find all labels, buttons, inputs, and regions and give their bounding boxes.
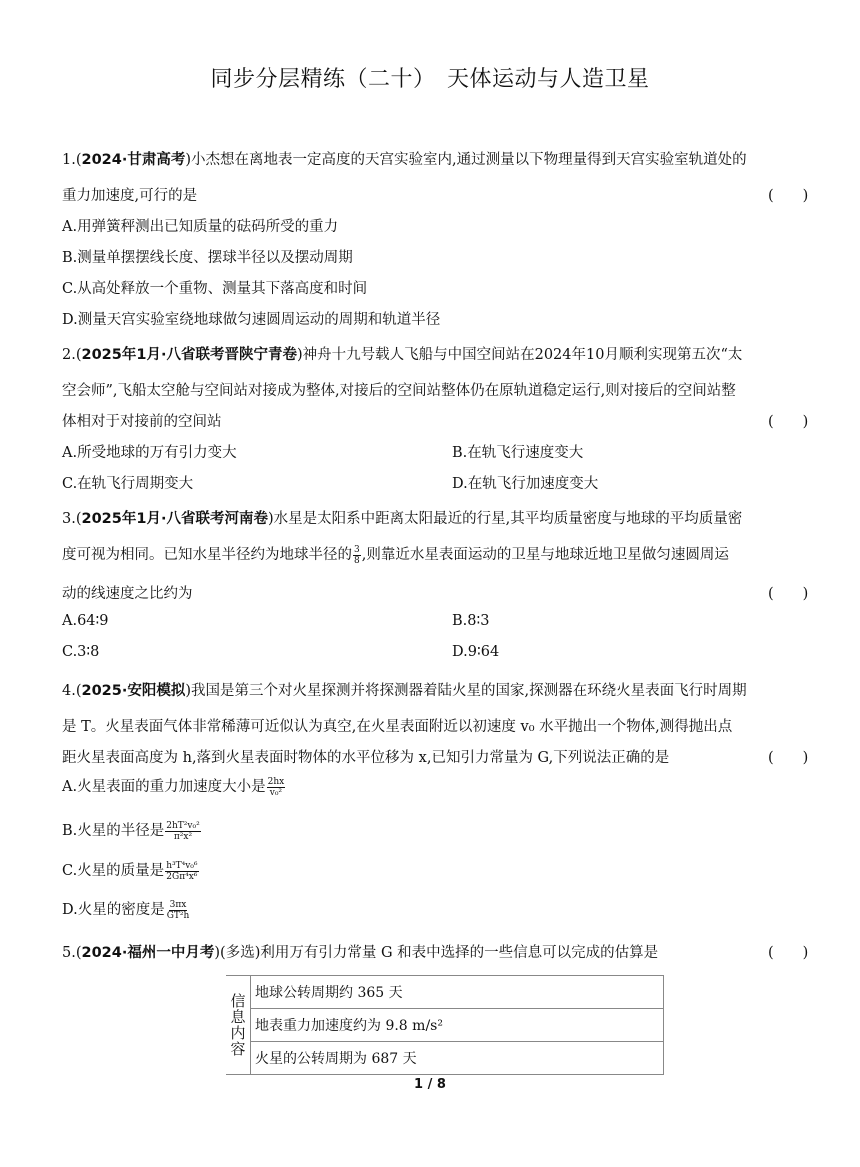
- q2-stem-line1: 2.(2025年1月·八省联考晋陕宁青卷)神舟十九号载人飞船与中国空间站在2024年10月顺利实现第五次“太: [62, 347, 743, 363]
- table-row: [226, 976, 664, 1009]
- q3-option-d: D.9∶64: [452, 644, 500, 660]
- q1-answer-blank: ( ): [768, 188, 809, 204]
- q5-stem-line1: 5.(2024·福州一中月考)(多选)利用万有引力常量 G 和表中选择的一些信息可以完成的估算是: [62, 945, 659, 961]
- q1-option-a: A.用弹簧秤测出已知质量的砝码所受的重力: [62, 219, 339, 235]
- q4-fraction-b: $\frac{\text{2hT²v₀²}}{\text{π²x²}}$: [166, 820, 200, 842]
- q3-option-c: C.3∶8: [62, 644, 100, 660]
- q3-stem-line2: 度可视为相同。已知水星半径约为地球半径的 $\frac{3}{8}$ ,则靠近水星表面运动的卫星与地球近地卫星做匀速圆周运: [62, 544, 729, 566]
- q2-stem-line3: 体相对于对接前的空间站: [62, 414, 222, 430]
- q4-option-a: A.火星表面的重力加速度大小是 $\frac{2hx}{\text{v₀²}}$: [62, 776, 285, 798]
- q3-option-a: A.64∶9: [62, 613, 109, 629]
- q1-option-c: C.从高处释放一个重物、测量其下落高度和时间: [62, 281, 368, 297]
- q4-stem-line3: 距火星表面高度为 h,落到火星表面时物体的水平位移为 x,已知引力常量为 G,下列说法正确的是: [62, 750, 670, 766]
- q1-source: 2024·甘肃高考: [81, 152, 186, 168]
- q4-option-d: D.火星的密度是 $\frac{3\pi x}{\text{GT²h}}$: [62, 899, 190, 921]
- q4-fraction-d: $\frac{3\pi x}{\text{GT²h}}$: [166, 899, 190, 921]
- table-cell: 地表重力加速度约为 9.8 m/s²: [251, 1009, 664, 1042]
- q5-answer-blank: ( ): [768, 945, 809, 961]
- q2-stem-line2: 空会师”,飞船太空舱与空间站对接成为整体,对接后的空间站整体仍在原轨道稳定运行,则对接后的空间站整: [62, 383, 736, 399]
- q4-answer-blank: ( ): [768, 750, 809, 766]
- q4-stem-line1: 4.(2025·安阳模拟)我国是第三个对火星探测并将探测器着陆火星的国家,探测器在环绕火星表面飞行时周期: [62, 683, 747, 699]
- table-cell: 地球公转周期约 365 天: [251, 976, 664, 1009]
- q1-option-d: D.测量天宫实验室绕地球做匀速圆周运动的周期和轨道半径: [62, 312, 441, 328]
- q4-source: 2025·安阳模拟: [81, 683, 186, 699]
- table-row: [226, 1009, 664, 1042]
- q4-fraction-c: $\frac{\text{h³T⁴v₀⁶}}{\text{2Gπ⁴x⁶}}$: [166, 860, 198, 882]
- q1-stem-line2: 重力加速度,可行的是: [62, 188, 198, 204]
- page-title: 同步分层精练（二十） 天体运动与人造卫星: [210, 67, 650, 92]
- q2-answer-blank: ( ): [768, 414, 809, 430]
- q1-stem-line1: 1.(2024·甘肃高考)小杰想在离地表一定高度的天宫实验室内,通过测量以下物理量得到天宫实验室轨道处的: [62, 152, 747, 168]
- q5-source: 2024·福州一中月考: [81, 945, 215, 961]
- q3-option-b: B.8∶3: [452, 613, 490, 629]
- q3-fraction: $\frac{3}{8}$: [354, 544, 360, 566]
- q1-option-b: B.测量单摆摆线长度、摆球半径以及摆动周期: [62, 250, 353, 266]
- q3-stem-line3: 动的线速度之比约为: [62, 586, 193, 602]
- q4-fraction-a: $\frac{2hx}{\text{v₀²}}$: [267, 776, 285, 798]
- q2-source: 2025年1月·八省联考晋陕宁青卷: [81, 347, 297, 363]
- table-row-header: 信息内容: [226, 976, 251, 1075]
- q2-option-c: C.在轨飞行周期变大: [62, 476, 194, 492]
- q4-stem-line2: 是 T。火星表面气体非常稀薄可近似认为真空,在火星表面附近以初速度 v₀ 水平抛出一个物体,测得抛出点: [62, 719, 733, 735]
- q3-stem-line1: 3.(2025年1月·八省联考河南卷)水星是太阳系中距离太阳最近的行星,其平均质量密度与地球的平均质量密: [62, 511, 743, 527]
- q2-option-d: D.在轨飞行加速度变大: [452, 476, 599, 492]
- q2-option-a: A.所受地球的万有引力变大: [62, 445, 237, 461]
- table-cell: 火星的公转周期为 687 天: [251, 1042, 664, 1075]
- q3-source: 2025年1月·八省联考河南卷: [81, 511, 268, 527]
- q2-option-b: B.在轨飞行速度变大: [452, 445, 584, 461]
- page-number: 1 / 8: [414, 1077, 446, 1092]
- info-table: [226, 975, 664, 1075]
- table-row: [226, 1042, 664, 1075]
- q3-answer-blank: ( ): [768, 586, 809, 602]
- q4-option-b: B.火星的半径是 $\frac{\text{2hT²v₀²}}{\text{π²x²}}$: [62, 820, 200, 842]
- q4-option-c: C.火星的质量是 $\frac{\text{h³T⁴v₀⁶}}{\text{2Gπ⁴x⁶}}$: [62, 860, 198, 882]
